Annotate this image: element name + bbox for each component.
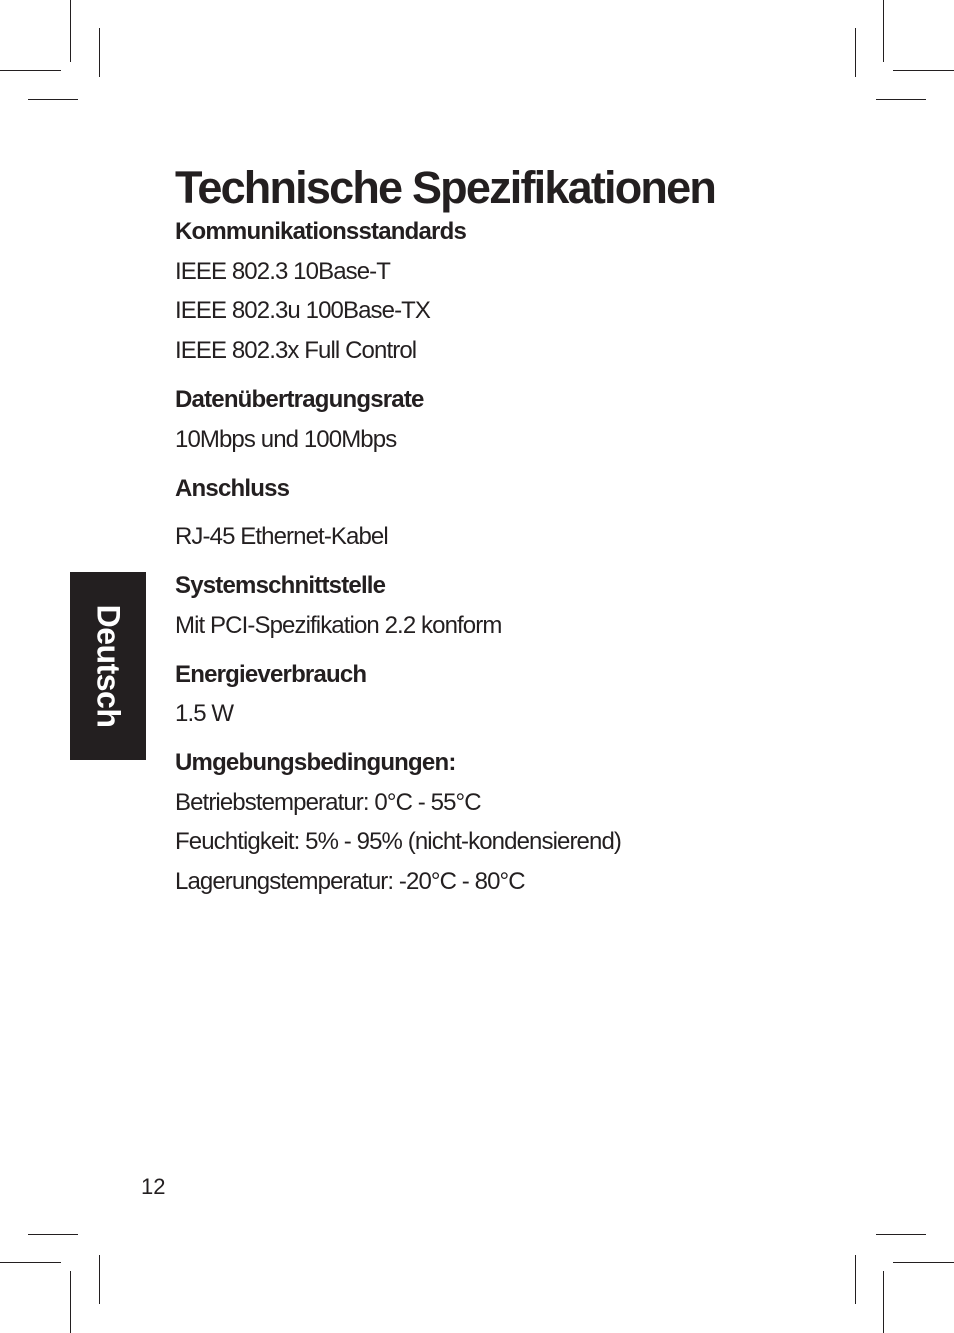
crop-mark <box>0 1262 61 1263</box>
spec-value: Betriebstemperatur: 0°C - 55°C <box>175 789 481 816</box>
spec-heading-system-interface: Systemschnittstelle <box>175 572 386 599</box>
spec-heading-data-rate: Datenübertragungsrate <box>175 386 424 413</box>
crop-mark <box>876 99 926 100</box>
spec-value: Feuchtigkeit: 5% - 95% (nicht-kondensierend) <box>175 828 621 855</box>
crop-mark <box>28 1234 78 1235</box>
crop-mark <box>855 1255 856 1304</box>
spec-value: IEEE 802.3 10Base-T <box>175 258 391 285</box>
page-title: Technische Spezifikationen <box>175 162 716 213</box>
spec-heading-environment: Umgebungsbedingungen: <box>175 749 456 776</box>
spec-heading-communication-standards: Kommunikationsstandards <box>175 218 466 245</box>
crop-mark <box>0 70 61 71</box>
crop-mark <box>876 1234 926 1235</box>
crop-mark <box>70 1271 71 1333</box>
crop-mark <box>855 28 856 77</box>
language-tab <box>70 572 146 760</box>
spec-heading-connector: Anschluss <box>175 475 290 502</box>
crop-mark <box>99 28 100 77</box>
crop-mark <box>883 1271 884 1333</box>
spec-value: IEEE 802.3u 100Base-TX <box>175 297 431 324</box>
crop-mark <box>883 0 884 62</box>
page-number: 12 <box>141 1174 166 1199</box>
crop-mark <box>70 0 71 62</box>
crop-mark <box>28 99 78 100</box>
spec-value: 1.5 W <box>175 700 234 727</box>
crop-mark <box>99 1255 100 1304</box>
crop-mark <box>893 1262 954 1263</box>
spec-value: RJ-45 Ethernet-Kabel <box>175 523 388 550</box>
spec-value: IEEE 802.3x Full Control <box>175 337 417 364</box>
language-tab-label: Deutsch <box>90 604 127 728</box>
spec-value: Lagerungstemperatur: -20°C - 80°C <box>175 868 525 895</box>
spec-value: Mit PCI-Spezifikation 2.2 konform <box>175 612 502 639</box>
spec-value: 10Mbps und 100Mbps <box>175 426 397 453</box>
crop-mark <box>893 70 954 71</box>
spec-heading-power-consumption: Energieverbrauch <box>175 661 367 688</box>
